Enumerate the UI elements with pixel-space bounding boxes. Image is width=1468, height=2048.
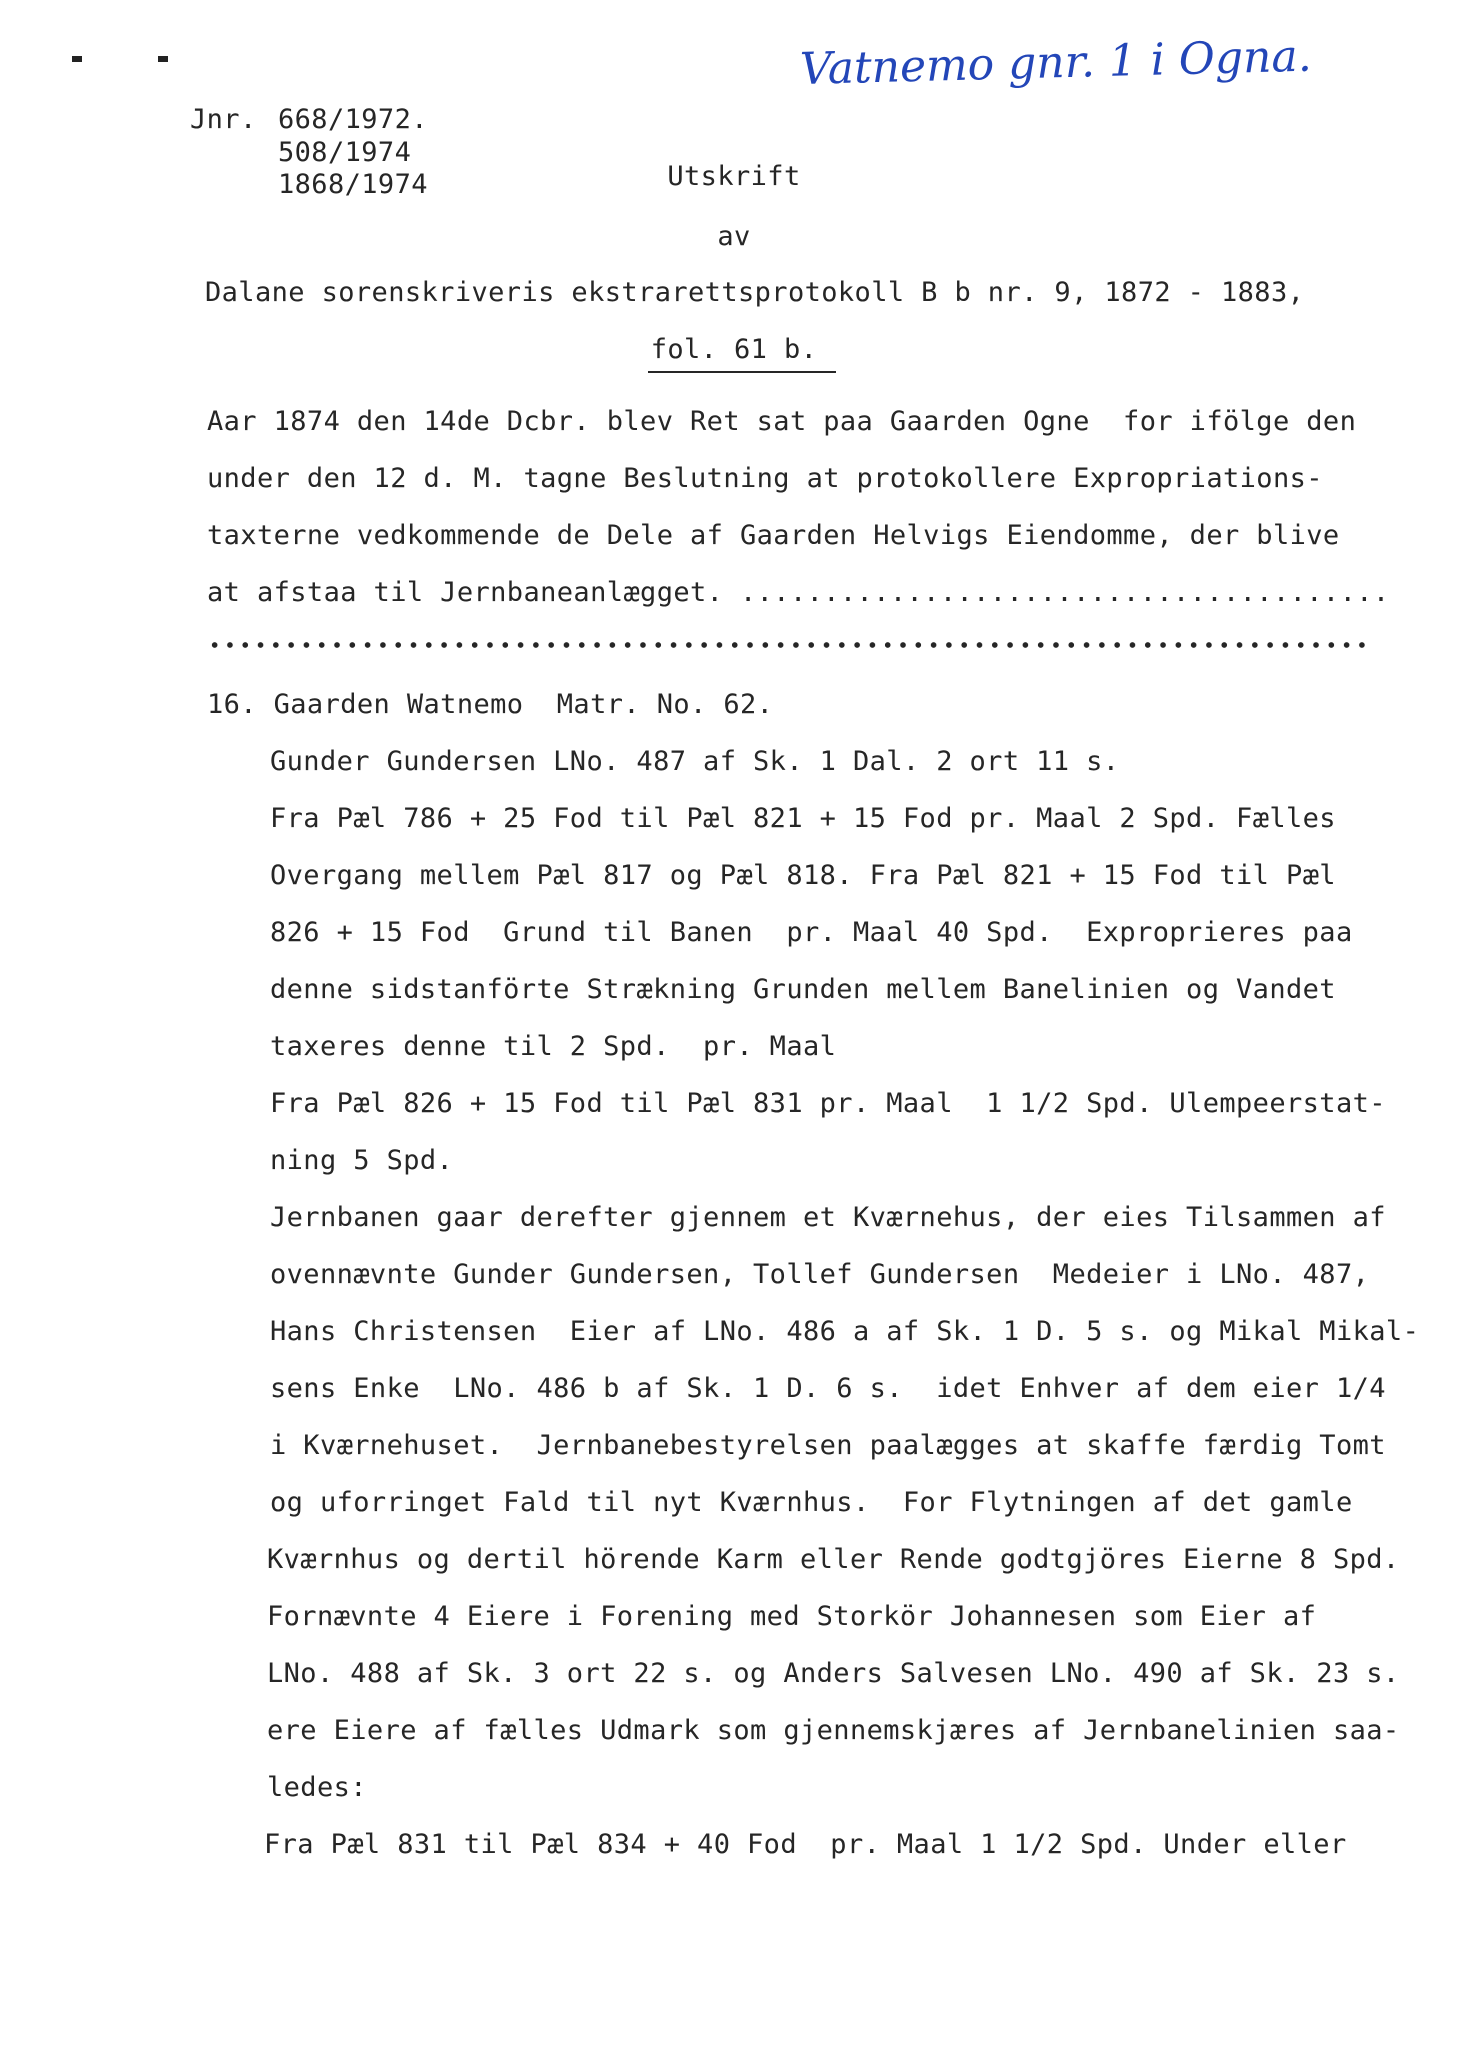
text-line: ledes: [267, 1772, 367, 1803]
text-line: ere Eiere af fælles Udmark som gjennemskjæres af Jernbanelinien saa- [267, 1715, 1400, 1746]
text-line: taxeres denne til 2 Spd. pr. Maal [270, 1031, 837, 1062]
text-line: sens Enke LNo. 486 b af Sk. 1 D. 6 s. idet Enhver af dem eier 1/4 [270, 1373, 1386, 1404]
text-line: Fra Pæl 826 + 15 Fod til Pæl 831 pr. Maal 1 1/2 Spd. Ulempeerstat- [270, 1088, 1386, 1119]
text-line: Kværnhus og dertil hörende Karm eller Rende godtgjöres Eierne 8 Spd. [267, 1544, 1400, 1575]
text-line: Fornævnte 4 Eiere i Forening med Storkör Johannesen som Eier af [267, 1601, 1317, 1632]
source-protocol: Dalane sorenskriveris ekstrarettsprotokoll B b nr. 9, 1872 - 1883, [205, 277, 1305, 308]
text-line: ning 5 Spd. [270, 1145, 454, 1176]
document-title: Utskrift [667, 161, 801, 192]
corner-mark [72, 56, 82, 62]
text-line: Jernbanen gaar derefter gjennem et Kværnehus, der eies Tilsammen af [270, 1202, 1386, 1233]
journal-number: 1868/1974 [278, 169, 428, 200]
text-line: Gunder Gundersen LNo. 487 af Sk. 1 Dal. 2 ort 11 s. [270, 746, 1120, 777]
journal-label: Jnr. [190, 104, 257, 135]
folio-underline [648, 371, 836, 373]
text-line: under den 12 d. M. tagne Beslutning at protokollere Expropriations- [207, 463, 1323, 494]
dotted-separator [207, 639, 1373, 651]
handwritten-note: Vatnemo gnr. 1 i Ogna. [799, 30, 1313, 95]
text-line: at afstaa til Jernbaneanlægget. ....................................... [207, 577, 1390, 608]
text-line: Fra Pæl 786 + 25 Fod til Pæl 821 + 15 Fod pr. Maal 2 Spd. Fælles [270, 803, 1336, 834]
text-line: taxterne vedkommende de Dele af Gaarden Helvigs Eiendomme, der blive [207, 520, 1340, 551]
text-line: Aar 1874 den 14de Dcbr. blev Ret sat paa Gaarden Ogne for ifölge den [207, 406, 1357, 437]
text-line: Overgang mellem Pæl 817 og Pæl 818. Fra Pæl 821 + 15 Fod til Pæl [270, 860, 1336, 891]
text-line: denne sidstanförte Strækning Grunden mellem Banelinien og Vandet [270, 974, 1336, 1005]
corner-mark [158, 56, 168, 62]
text-line: 826 + 15 Fod Grund til Banen pr. Maal 40 Spd. Exproprieres paa [270, 917, 1353, 948]
heading-av: av [717, 221, 751, 252]
text-line: LNo. 488 af Sk. 3 ort 22 s. og Anders Salvesen LNo. 490 af Sk. 23 s. [267, 1658, 1400, 1689]
text-line: Hans Christensen Eier af LNo. 486 a af Sk. 1 D. 5 s. og Mikal Mikal- [270, 1316, 1420, 1347]
text-line: og uforringet Fald til nyt Kværnhus. For Flytningen af det gamle [270, 1487, 1353, 1518]
text-line: i Kværnehuset. Jernbanebestyrelsen paalægges at skaffe færdig Tomt [270, 1430, 1386, 1461]
journal-number: 668/1972. [278, 104, 428, 135]
folio-reference: fol. 61 b. [650, 334, 818, 365]
entry-heading: 16. Gaarden Watnemo Matr. No. 62. [207, 689, 774, 720]
journal-number: 508/1974 [278, 137, 412, 168]
text-line: ovennævnte Gunder Gundersen, Tollef Gundersen Medeier i LNo. 487, [270, 1259, 1370, 1290]
text-line: Fra Pæl 831 til Pæl 834 + 40 Fod pr. Maal 1 1/2 Spd. Under eller [264, 1829, 1347, 1860]
